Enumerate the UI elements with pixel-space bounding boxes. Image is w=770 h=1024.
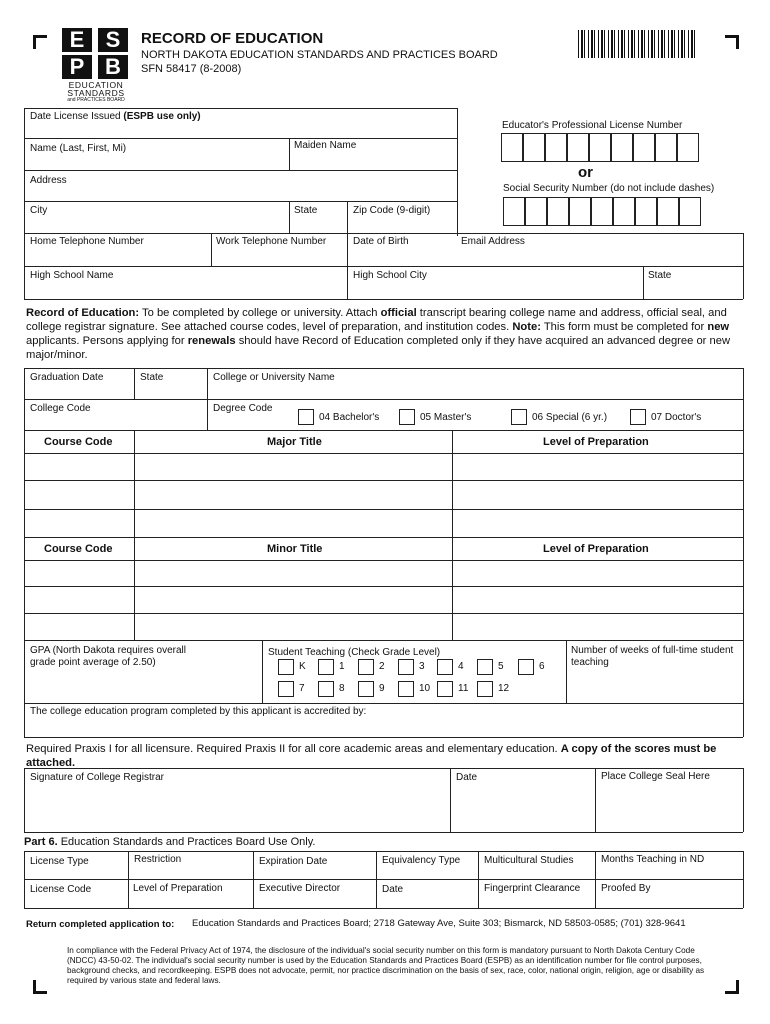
grade-2-label: 2 — [379, 661, 385, 672]
grade-12-label: 12 — [498, 683, 510, 694]
barcode — [578, 30, 698, 58]
degree-code-label: Degree Code — [213, 403, 273, 414]
major-level-header: Level of Preparation — [543, 436, 649, 448]
grade-1-checkbox[interactable] — [318, 659, 334, 675]
fingerprint-clearance-field-label[interactable]: Fingerprint Clearance — [484, 883, 581, 894]
digit-box[interactable] — [547, 197, 569, 226]
minor-course-code-header: Course Code — [44, 543, 113, 555]
zip-field-label[interactable]: Zip Code (9-digit) — [353, 205, 431, 216]
part6-title: Part 6. Education Standards and Practices Board Use Only. — [24, 836, 316, 848]
grade-7-label: 7 — [299, 683, 305, 694]
license-number-label: Educator's Professional License Number — [502, 120, 683, 131]
grade-k-checkbox[interactable] — [278, 659, 294, 675]
logo-letter-e: E — [62, 28, 92, 52]
grade-12-checkbox[interactable] — [477, 681, 493, 697]
state-field-label[interactable]: State — [294, 205, 318, 216]
digit-box[interactable] — [613, 197, 635, 226]
multicultural-studies-field-label[interactable]: Multicultural Studies — [484, 855, 574, 866]
grade-10-checkbox[interactable] — [398, 681, 414, 697]
executive-director-field-label[interactable]: Executive Director — [259, 883, 341, 894]
grade-8-checkbox[interactable] — [318, 681, 334, 697]
digit-box[interactable] — [567, 133, 589, 162]
degree-masters-checkbox[interactable] — [399, 409, 415, 425]
student-teaching-label: Student Teaching (Check Grade Level) — [268, 647, 441, 658]
logo-text-standards: STANDARDS — [67, 88, 125, 98]
degree-doctors-label: 07 Doctor's — [651, 412, 702, 423]
board-name: NORTH DAKOTA EDUCATION STANDARDS AND PRACTICES BOARD — [141, 49, 498, 61]
digit-box[interactable] — [523, 133, 545, 162]
privacy-notice: In compliance with the Federal Privacy Act of 1974, the disclosure of the individual's social security number on this form is mandatory pursuant to North Dakota Century Code (NDCC) 43-50-02. The individual's social security number is used by the Education Standards and Practices Board (ESPB) as an identification number for file control purposes, background checks, and recordkeeping. ESPB does not advocate, permit, nor practice discrimination on the basis of sex, race, color, national origin, religion, age or disability as required by various state and federal laws. — [67, 946, 705, 985]
degree-bachelors-label: 04 Bachelor's — [319, 412, 380, 423]
grade-6-checkbox[interactable] — [518, 659, 534, 675]
ssn-boxes[interactable] — [503, 197, 701, 226]
high-school-name-field-label[interactable]: High School Name — [30, 270, 114, 281]
major-course-code-header: Course Code — [44, 436, 113, 448]
college-state-field-label[interactable]: State — [140, 372, 164, 383]
digit-box[interactable] — [633, 133, 655, 162]
license-code-field-label[interactable]: License Code — [30, 884, 92, 895]
weeks-label-line1: Number of weeks of full-time student — [571, 645, 734, 656]
digit-box[interactable] — [545, 133, 567, 162]
record-of-education-instructions: Record of Education: To be completed by college or university. Attach official transcript bearing college name and address, official seal, and college registrar signature. See attached course codes, level of preparation, and institution codes. Note: This form must be completed for new applicants. Persons applying for renewals should have Record of Education completed only if they have acquired an advanced degree or new major/minor. — [26, 307, 731, 361]
return-label: Return completed application to: — [26, 919, 175, 930]
digit-box[interactable] — [677, 133, 699, 162]
grade-1-label: 1 — [339, 661, 345, 672]
gpa-label-line1: GPA (North Dakota requires overall — [30, 645, 186, 656]
form-number: SFN 58417 (8-2008) — [141, 63, 242, 75]
grade-9-checkbox[interactable] — [358, 681, 374, 697]
dob-field-label[interactable]: Date of Birth — [353, 236, 409, 247]
grade-4-label: 4 — [458, 661, 464, 672]
accreditation-field-label[interactable]: The college education program completed by this applicant is accredited by: — [30, 706, 367, 717]
college-name-field-label[interactable]: College or University Name — [213, 372, 335, 383]
grade-6-label: 6 — [539, 661, 545, 672]
ssn-label: Social Security Number (do not include dashes) — [503, 183, 715, 194]
return-address: Education Standards and Practices Board; 2718 Gateway Ave, Suite 303; Bismarck, ND 58503-0585; (701) 328-9641 — [192, 918, 686, 929]
digit-box[interactable] — [569, 197, 591, 226]
equivalency-type-field-label[interactable]: Equivalency Type — [382, 855, 461, 866]
digit-box[interactable] — [635, 197, 657, 226]
grade-5-label: 5 — [498, 661, 504, 672]
digit-box[interactable] — [611, 133, 633, 162]
digit-box[interactable] — [679, 197, 701, 226]
logo-text-practices: and PRACTICES BOARD — [67, 97, 125, 103]
minor-title-header: Minor Title — [267, 543, 323, 555]
corner-mark-bottom-right — [725, 980, 739, 994]
part6-date-field-label[interactable]: Date — [382, 884, 404, 895]
digit-box[interactable] — [657, 197, 679, 226]
college-code-field-label[interactable]: College Code — [30, 403, 91, 414]
digit-box[interactable] — [525, 197, 547, 226]
registrar-signature-field-label[interactable]: Signature of College Registrar — [30, 772, 164, 783]
email-field-label[interactable]: Email Address — [461, 236, 525, 247]
logo-letter-s: S — [98, 28, 128, 52]
logo-letter-b: B — [98, 55, 128, 79]
logo-letter-p: P — [62, 55, 92, 79]
digit-box[interactable] — [655, 133, 677, 162]
city-field-label[interactable]: City — [30, 205, 48, 216]
major-title-header: Major Title — [267, 436, 322, 448]
grade-11-label: 11 — [458, 683, 469, 694]
degree-specialist-label: 06 Special (6 yr.) — [532, 412, 608, 423]
digit-box[interactable] — [501, 133, 523, 162]
signature-date-field-label[interactable]: Date — [456, 772, 478, 783]
grade-3-checkbox[interactable] — [398, 659, 414, 675]
grade-k-label: K — [299, 661, 306, 672]
corner-mark-top-left — [33, 35, 47, 49]
digit-box[interactable] — [589, 133, 611, 162]
grade-4-checkbox[interactable] — [437, 659, 453, 675]
high-school-state-field-label[interactable]: State — [648, 270, 672, 281]
home-phone-field-label[interactable]: Home Telephone Number — [30, 236, 144, 247]
address-field-label[interactable]: Address — [30, 175, 67, 186]
graduation-date-field-label[interactable]: Graduation Date — [30, 372, 104, 383]
license-type-field-label[interactable]: License Type — [30, 856, 89, 867]
corner-mark-bottom-left — [33, 980, 47, 994]
or-separator: or — [578, 164, 593, 181]
grade-11-checkbox[interactable] — [437, 681, 453, 697]
name-field-label[interactable]: Name (Last, First, Mi) — [30, 143, 127, 154]
digit-box[interactable] — [591, 197, 613, 226]
gpa-label-line2: grade point average of 2.50) — [30, 657, 156, 668]
level-of-preparation-field-label[interactable]: Level of Preparation — [133, 883, 223, 894]
date-license-issued-label: Date License Issued (ESPB use only) — [30, 111, 201, 122]
license-number-boxes[interactable] — [501, 133, 699, 162]
degree-masters-label: 05 Master's — [420, 412, 472, 423]
grade-5-checkbox[interactable] — [477, 659, 493, 675]
form-title: RECORD OF EDUCATION — [141, 30, 324, 47]
grade-2-checkbox[interactable] — [358, 659, 374, 675]
degree-doctors-checkbox[interactable] — [630, 409, 646, 425]
degree-specialist-checkbox[interactable] — [511, 409, 527, 425]
high-school-city-field-label[interactable]: High School City — [353, 270, 427, 281]
degree-bachelors-checkbox[interactable] — [298, 409, 314, 425]
months-teaching-field-label[interactable]: Months Teaching in ND — [601, 854, 705, 865]
grade-8-label: 8 — [339, 683, 345, 694]
expiration-date-field-label[interactable]: Expiration Date — [259, 856, 328, 867]
work-phone-field-label[interactable]: Work Telephone Number — [216, 236, 327, 247]
corner-mark-top-right — [725, 35, 739, 49]
digit-box[interactable] — [503, 197, 525, 226]
restriction-field-label[interactable]: Restriction — [134, 854, 182, 865]
grade-10-label: 10 — [419, 683, 431, 694]
grade-3-label: 3 — [419, 661, 425, 672]
maiden-name-field-label[interactable]: Maiden Name — [294, 140, 357, 151]
grade-7-checkbox[interactable] — [278, 681, 294, 697]
proofed-by-field-label[interactable]: Proofed By — [601, 883, 651, 894]
logo-text-education: EDUCATION — [68, 80, 124, 90]
minor-level-header: Level of Preparation — [543, 543, 649, 555]
praxis-requirements: Required Praxis I for all licensure. Required Praxis II for all core academic areas and elementary education. A copy of the scores must be attached. — [26, 743, 717, 769]
weeks-label-line2: teaching — [571, 657, 609, 668]
college-seal-label: Place College Seal Here — [601, 771, 710, 782]
espb-logo — [60, 28, 132, 102]
grade-9-label: 9 — [379, 683, 385, 694]
